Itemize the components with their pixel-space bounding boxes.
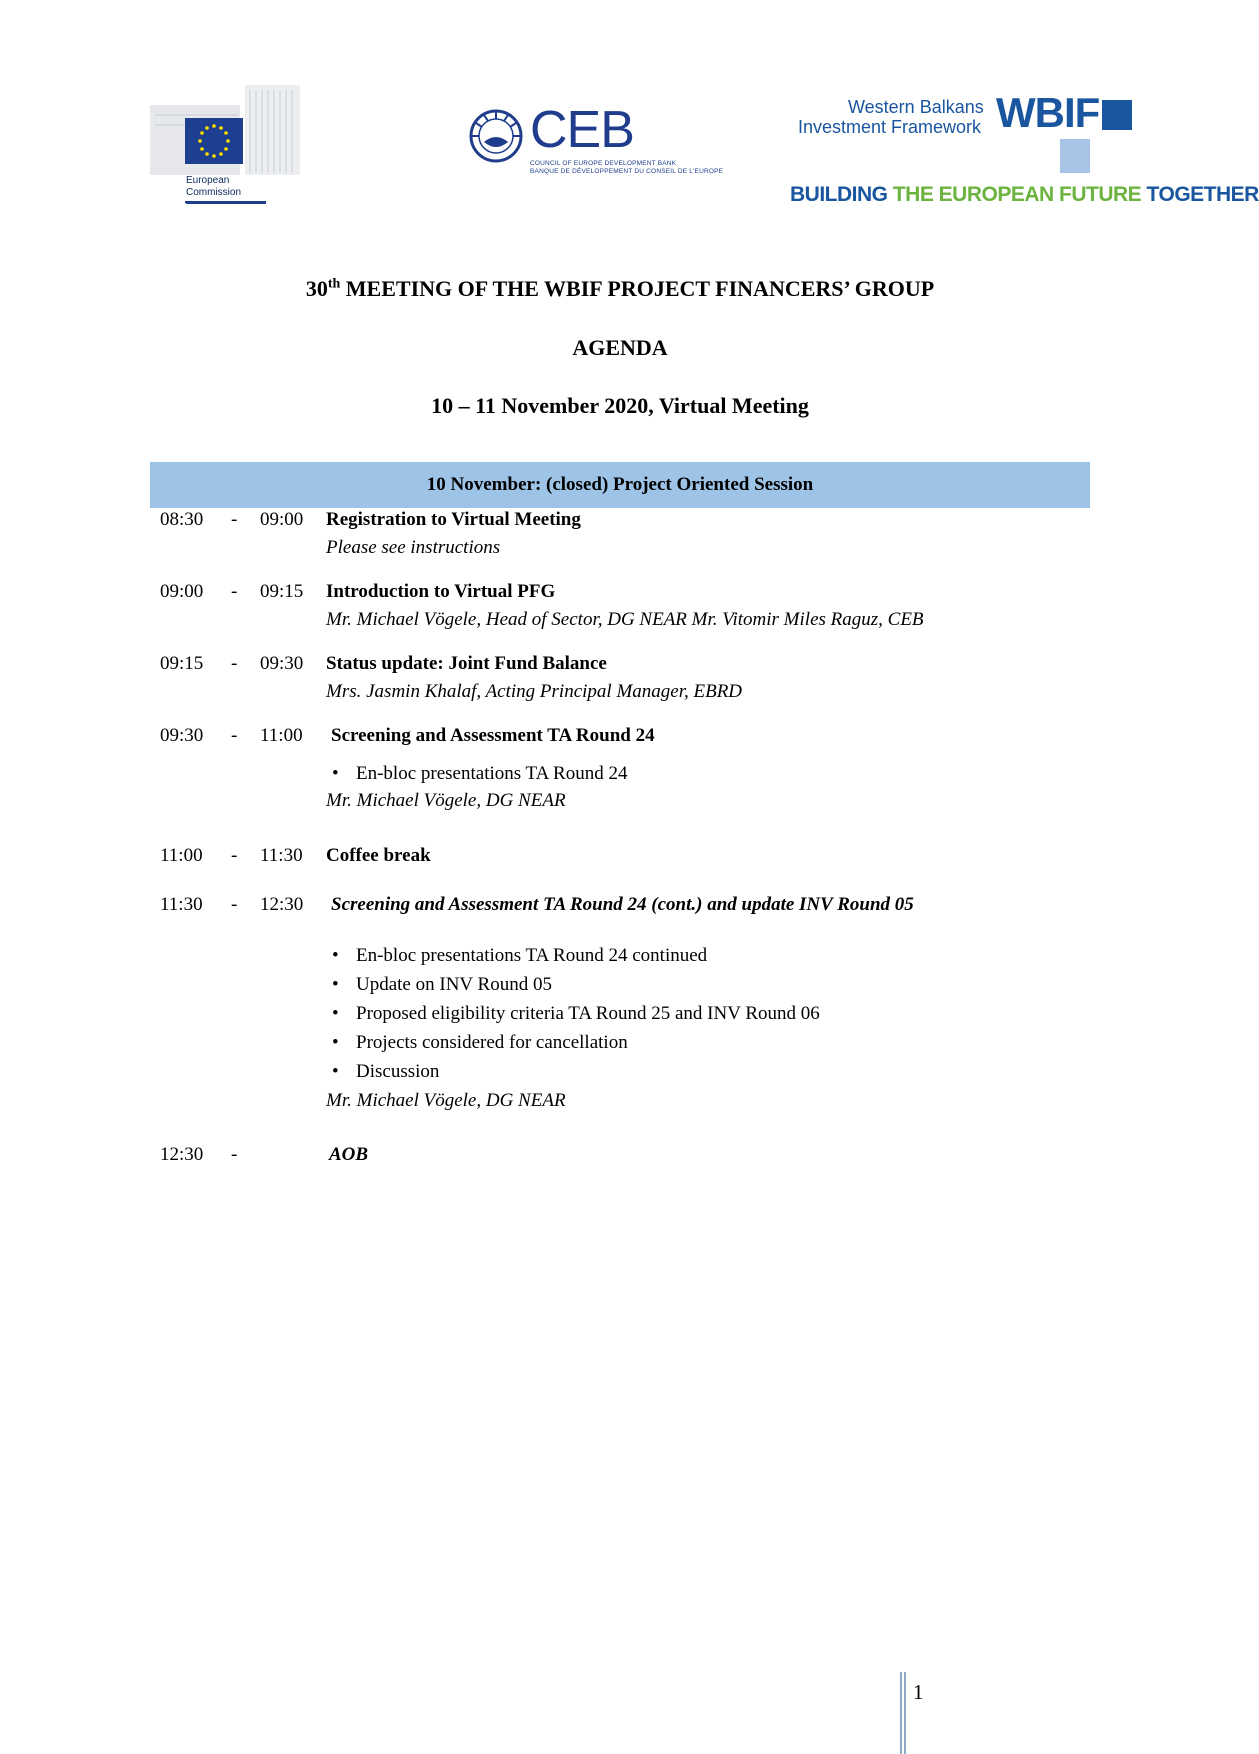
european-commission-logo [150,85,320,205]
session-header [150,462,1090,508]
agenda-start-time: 09:00 [160,581,204,602]
bullet-icon: • [332,1061,339,1082]
ec-building-emblem [150,85,320,175]
agenda-item-title: AOB [329,1144,369,1165]
agenda-dash: - [231,1144,238,1165]
agenda-item-note: Mr. Michael Vögele, DG NEAR [326,1090,566,1111]
agenda-end-time: 11:30 [260,845,303,866]
ceb-subtitle-fr: BANQUE DE DÉVELOPPEMENT DU CONSEIL DE L'EUROPE [530,168,724,175]
agenda-start-time: 08:30 [160,509,204,530]
agenda-item-title: Screening and Assessment TA Round 24 (cont.) and update INV Round 05 [331,894,914,915]
agenda-bullet: Discussion [356,1061,440,1082]
agenda-item-note: Mr. Michael Vögele, Head of Sector, DG NEAR Mr. Vitomir Miles Raguz, CEB [326,609,924,630]
agenda-dash: - [231,509,238,530]
bullet-icon: • [332,974,339,995]
ceb-logo [468,101,724,178]
agenda-start-time: 11:00 [160,845,203,866]
wbif-tagline: BUILDING THE EUROPEAN FUTURE TOGETHER [790,183,1259,206]
agenda-bullet: Update on INV Round 05 [356,974,552,995]
agenda-end-time: 11:00 [260,725,303,746]
agenda-item-note: Please see instructions [326,537,501,558]
ec-underline [186,201,266,204]
wbif-logo [790,89,1259,215]
agenda-bullet: En-bloc presentations TA Round 24 [356,763,628,784]
agenda-item-title: Coffee break [326,845,431,866]
agenda-dash: - [231,894,238,915]
agenda-bullet: En-bloc presentations TA Round 24 continued [356,945,708,966]
agenda-heading: AGENDA [572,335,668,360]
wbif-square-light [1060,139,1090,173]
agenda-item-title: Status update: Joint Fund Balance [326,653,607,674]
ceb-wordmark: CEB [530,101,634,159]
wbif-acronym: WBIF [996,89,1100,136]
meeting-title: 30th MEETING OF THE WBIF PROJECT FINANCERS’ GROUP [305,276,935,301]
session-title: 10 November: (closed) Project Oriented Session [426,474,814,495]
agenda-dash: - [231,845,238,866]
agenda-item-note: Mr. Michael Vögele, DG NEAR [326,790,566,811]
agenda-item-note: Mrs. Jasmin Khalaf, Acting Principal Manager, EBRD [326,681,743,702]
wbif-line2: Investment Framework [798,117,982,137]
page-divider [900,1672,902,1754]
ec-label: European Commission [186,175,242,198]
wbif-line1: Western Balkans [848,97,984,117]
bullet-icon: • [332,945,339,966]
agenda-end-time: 09:30 [260,653,304,674]
page-number: 1 [913,1680,924,1704]
agenda-end-time: 12:30 [260,894,304,915]
agenda-bullet: Proposed eligibility criteria TA Round 25 and INV Round 06 [356,1003,820,1024]
agenda-bullet: Projects considered for cancellation [356,1032,628,1053]
agenda-end-time: 09:00 [260,509,304,530]
agenda-end-time: 09:15 [260,581,304,602]
agenda-item-title: Screening and Assessment TA Round 24 [331,725,655,746]
bullet-icon: • [332,1032,339,1053]
agenda-dash: - [231,725,238,746]
ceb-emblem-icon [468,108,524,164]
agenda-dash: - [231,653,238,674]
agenda-start-time: 09:30 [160,725,204,746]
agenda-start-time: 12:30 [160,1144,204,1165]
wbif-square-dark [1102,100,1132,130]
ceb-subtitle-en: COUNCIL OF EUROPE DEVELOPMENT BANK [530,160,677,167]
agenda-start-time: 11:30 [160,894,203,915]
meeting-date: 10 – 11 November 2020, Virtual Meeting [431,393,809,418]
page-divider [904,1672,906,1754]
agenda-dash: - [231,581,238,602]
bullet-icon: • [332,1003,339,1024]
agenda-item-title: Introduction to Virtual PFG [326,581,556,602]
bullet-icon: • [332,763,339,784]
agenda-start-time: 09:15 [160,653,204,674]
agenda-item-title: Registration to Virtual Meeting [326,509,581,530]
